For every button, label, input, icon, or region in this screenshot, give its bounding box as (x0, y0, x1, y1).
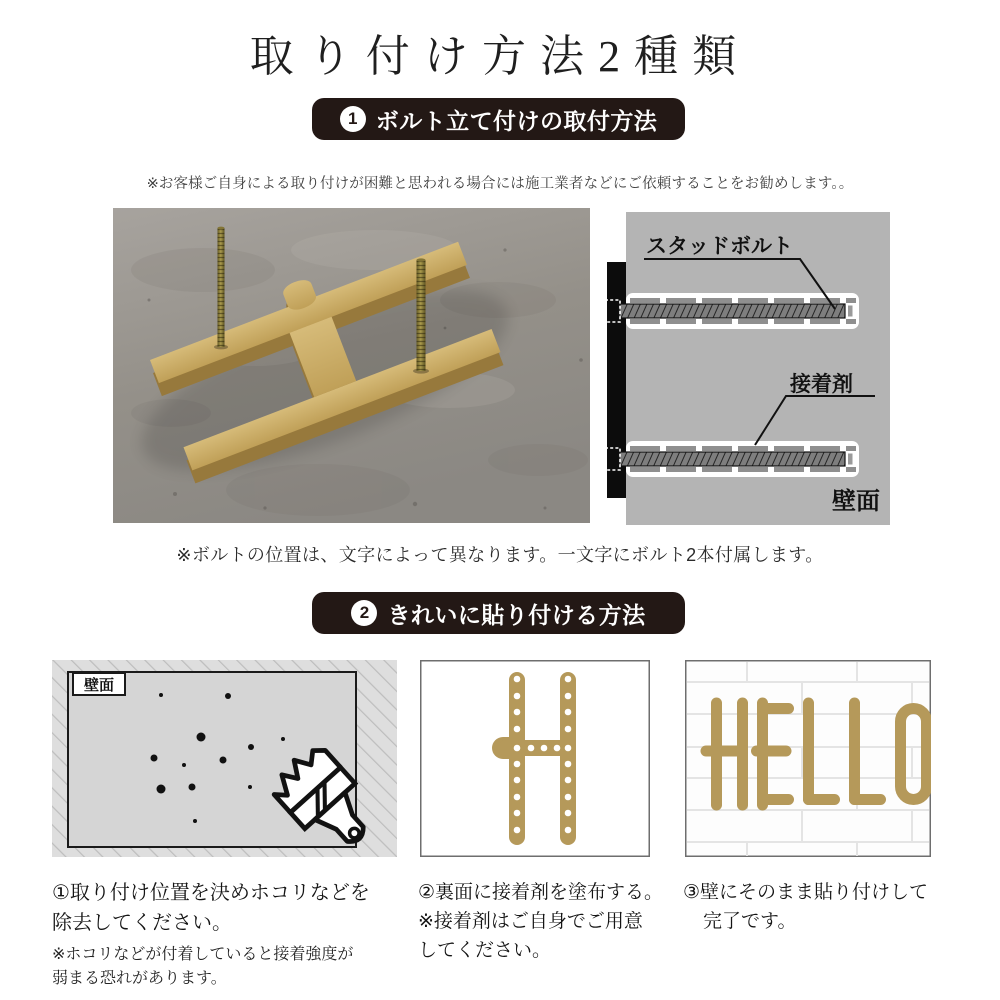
method2-badge (312, 592, 685, 634)
step1-panel-clean-wall (52, 660, 397, 857)
step1-caption-line1: ①取り付け位置を決めホコリなどを (52, 882, 370, 904)
wall-surface-label: 壁面 (83, 677, 115, 694)
method1-badge-number: 1 (340, 106, 366, 132)
panel-frame (421, 661, 650, 857)
method1-badge-label: ボルト立て付けの取付方法 (375, 107, 658, 134)
step3-caption-line2: 完了です。 (703, 911, 797, 932)
adhesive-label: 接着剤 (790, 373, 853, 396)
stud-bolt-graphic-2 (619, 452, 845, 466)
brass-letter-photo (113, 208, 590, 523)
step1-caption-note-line1: ※ホコリなどが付着していると接着強度が (52, 946, 354, 963)
step2-caption-line2: ※接着剤はご自身でご用意 (418, 911, 643, 932)
step1-caption (52, 878, 412, 991)
step3-caption-line1: ③壁にそのまま貼り付けして (683, 882, 929, 903)
lower-bolt-assembly (605, 441, 859, 477)
bolt-mount-diagram (602, 212, 898, 525)
step3-panel-finished (685, 660, 931, 857)
method2-badge-label: きれいに貼り付ける方法 (387, 601, 646, 628)
bolt-position-note: ※ボルトの位置は、文字によって異なります。一文字にボルト2本付属します。 (176, 545, 824, 565)
step2-caption-line3: してください。 (418, 940, 552, 961)
step3-caption (683, 878, 963, 936)
step2-panel-adhesive (420, 660, 650, 857)
method2-badge-number: 2 (351, 600, 377, 626)
stud-bolt-label: スタッドボルト (646, 235, 793, 258)
step1-caption-line2: 除去してください。 (52, 912, 232, 934)
page-title: 取り付け方法2種類 (249, 32, 751, 81)
method1-badge (312, 98, 685, 140)
step2-caption-line1: ②裏面に接着剤を塗布する。 (418, 882, 664, 903)
stud-bolt-graphic (619, 304, 845, 318)
method1-note: ※お客様ご自身による取り付けが困難と思われる場合には施工業者などにご依頼することをお勧めします。。 (146, 176, 854, 192)
upper-bolt-assembly (605, 293, 859, 329)
wall-label: 壁面 (832, 488, 880, 515)
step2-caption (418, 878, 683, 965)
step1-caption-note-line2: 弱まる恐れがあります。 (52, 970, 227, 987)
